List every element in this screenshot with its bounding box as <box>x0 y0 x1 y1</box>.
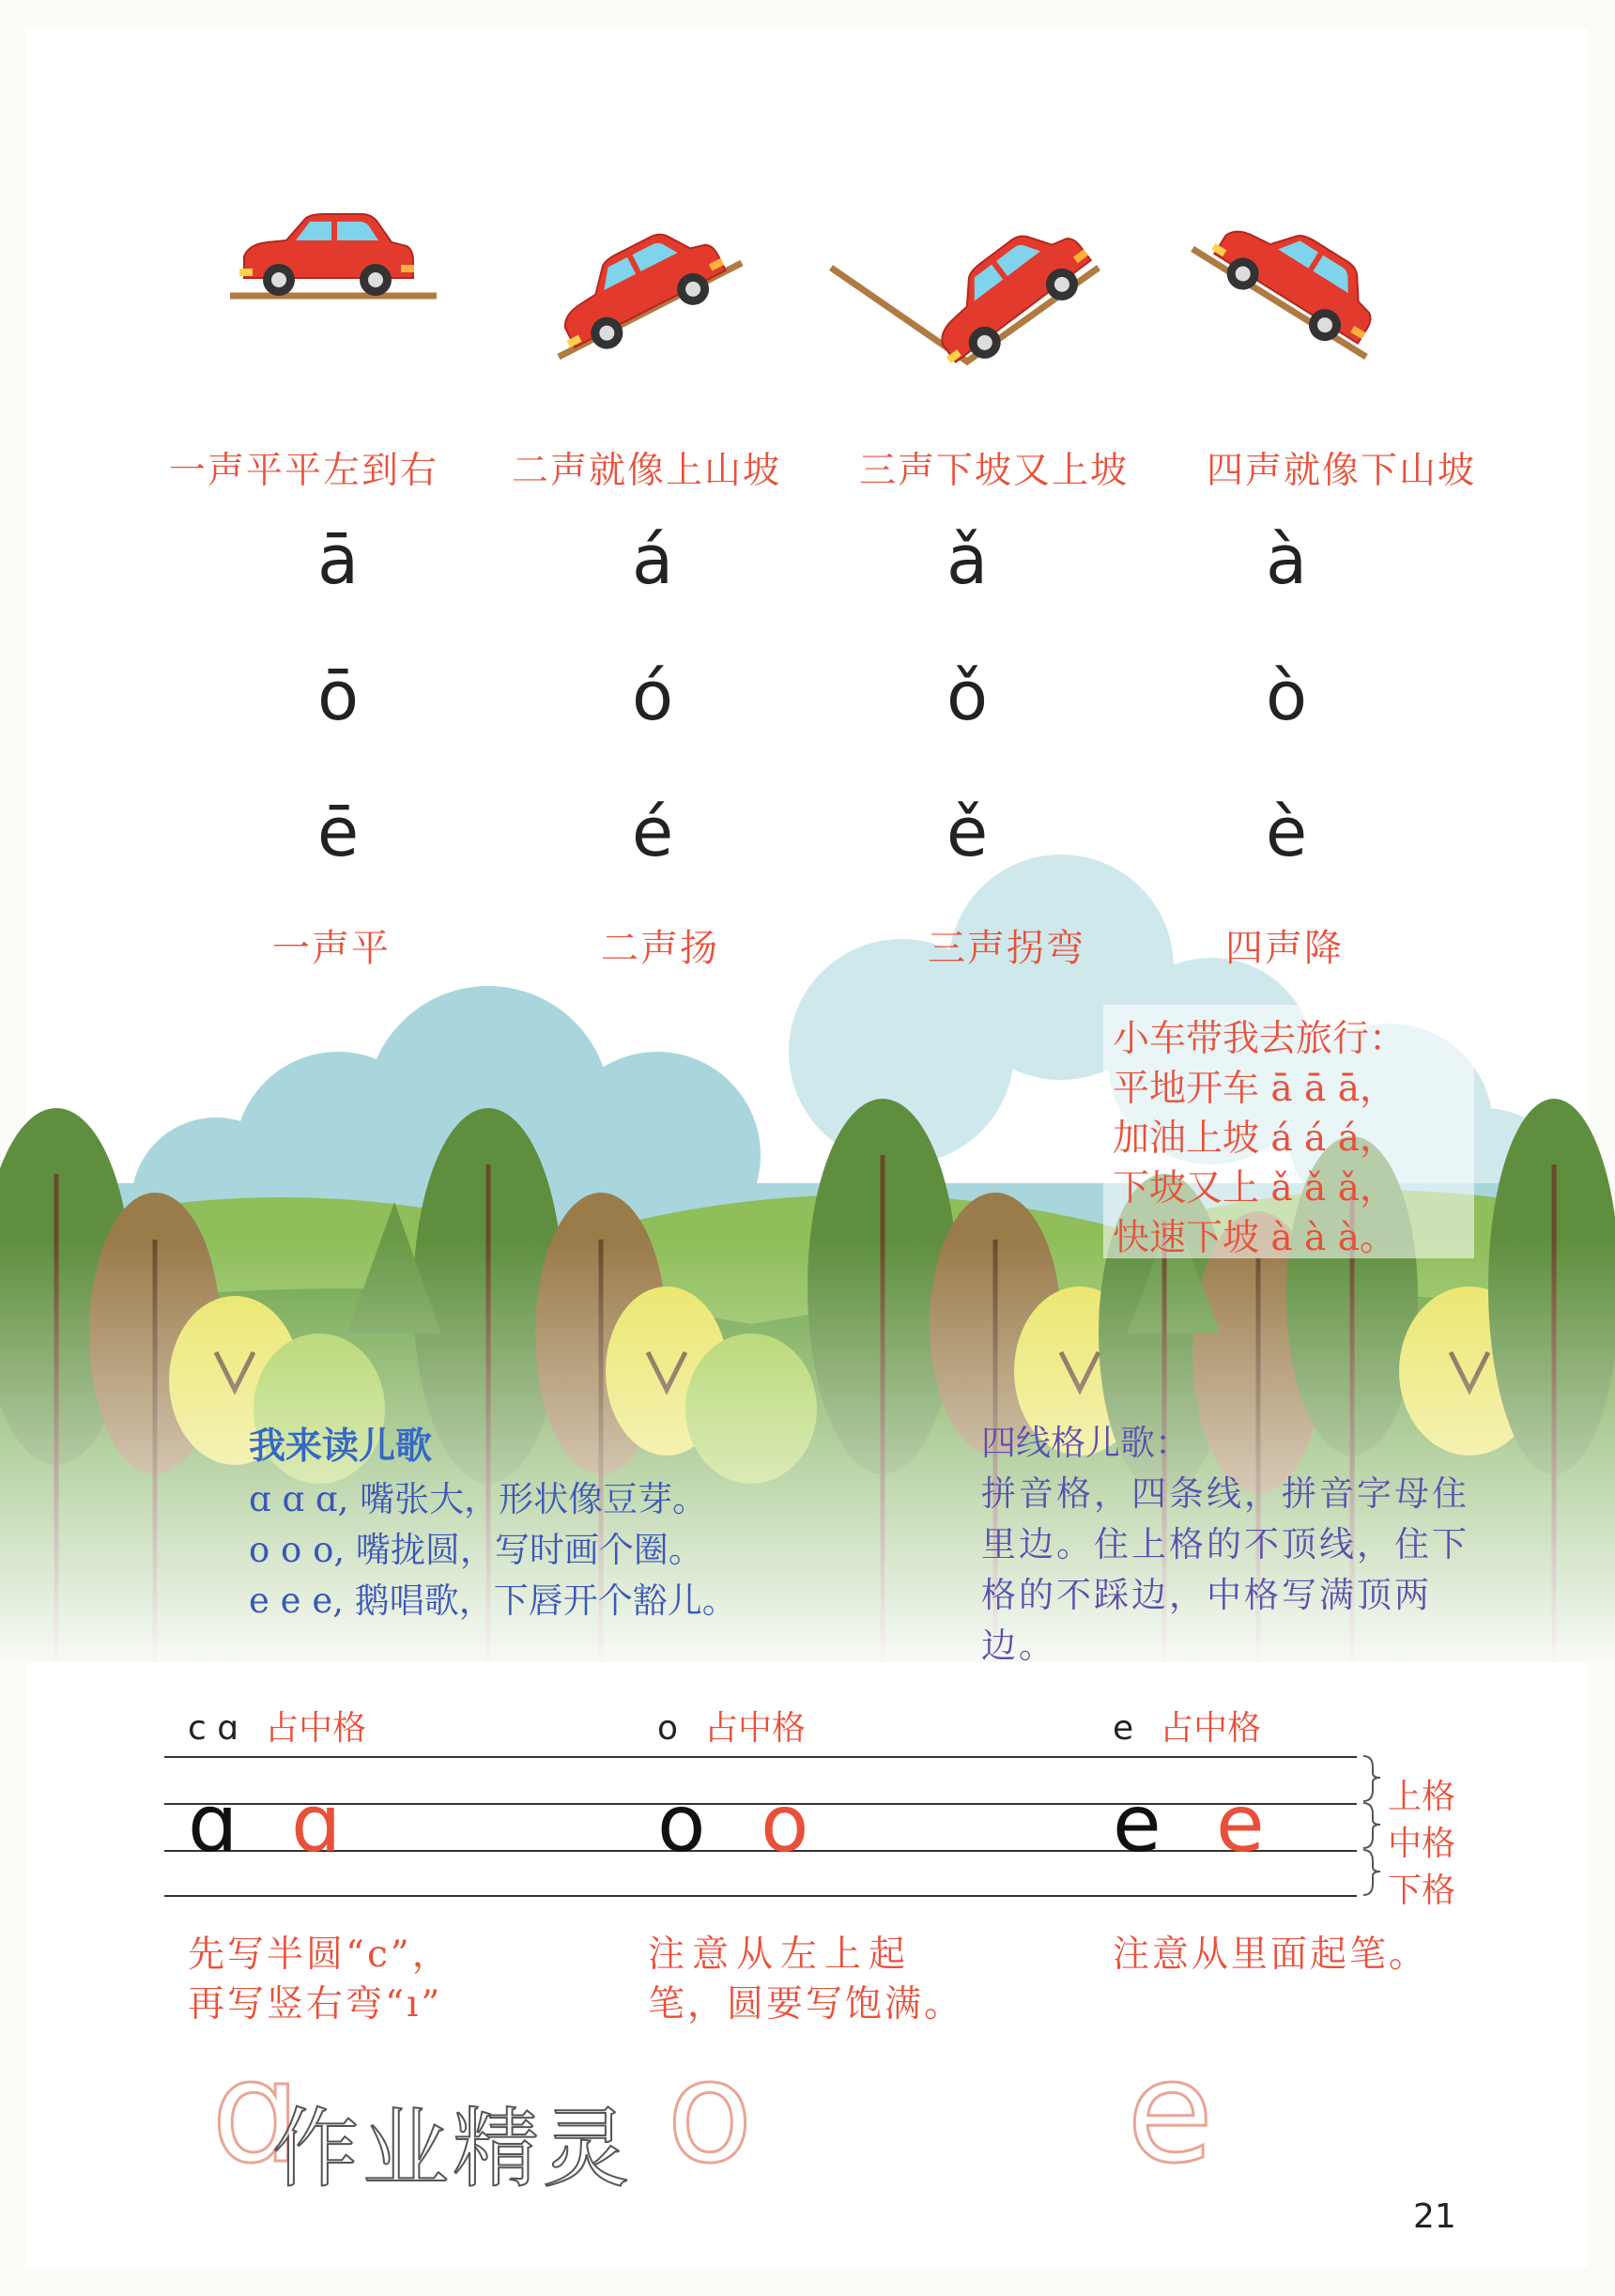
grid-rhyme-text: 拼音格，四条线，拼音字母住里边。住上格的不顶线，住下格的不踩边，中格写满顶两边。 <box>981 1473 1469 1666</box>
tone-caption-2: 二声就像上山坡 <box>512 450 782 492</box>
grid-letter-black: o <box>657 1778 706 1870</box>
read-rhyme-title: 我来读儿歌 <box>249 1425 433 1468</box>
outline-letter-o: o <box>667 2031 753 2195</box>
travel-rhyme-title: 小车带我去旅行： <box>1113 1018 1407 1060</box>
tip-o <box>648 1930 963 2029</box>
tip-line: 注意从里面起笔。 <box>1113 1934 1429 1976</box>
tone-letter: ō <box>316 656 360 735</box>
travel-rhyme-line: 快速下坡 à à à。 <box>1113 1217 1396 1259</box>
grid-letter-red: ɑ <box>291 1778 342 1870</box>
grid-label-o <box>657 1702 806 1749</box>
tone-letter: ē <box>316 793 360 871</box>
tone-cars-illustration <box>0 188 1615 394</box>
tip-a <box>188 1930 452 2029</box>
read-rhyme-line: e e e, 鹅唱歌，下唇开个豁儿。 <box>249 1580 737 1621</box>
tone-caption-4: 四声就像下山坡 <box>1207 450 1477 492</box>
tone-letter: á <box>631 520 674 599</box>
read-rhyme-line: ɑ ɑ ɑ, 嘴张大，形状像豆芽。 <box>249 1479 708 1519</box>
tone-name-3: 三声拐弯 <box>928 927 1085 970</box>
car-valley <box>914 208 1102 378</box>
read-rhyme <box>249 1418 737 1626</box>
tone-name-4: 四声降 <box>1225 927 1344 970</box>
tip-line: 再写竖右弯“ı” <box>188 1983 443 2026</box>
tone-letter: ā <box>316 520 360 599</box>
grid-letter-red: e <box>1216 1778 1265 1870</box>
outline-letter-a: ɑ <box>211 2031 301 2195</box>
tip-line: 注意从左上起 <box>648 1934 914 1976</box>
read-rhyme-line: o o o, 嘴拢圆，写时画个圈。 <box>249 1530 703 1570</box>
outline-letter-e: e <box>1127 2031 1214 2195</box>
tone-letter: ǒ <box>946 656 989 735</box>
tone-letter: ě <box>946 793 989 871</box>
grid-label-a <box>188 1702 366 1749</box>
tip-line: 先写半圆“c”， <box>188 1934 452 1976</box>
tone-letter: é <box>631 793 674 871</box>
zone-label-top: 上格 <box>1388 1778 1456 1816</box>
tone-letter: ó <box>631 656 674 735</box>
watermark-logo: 作业精灵 <box>272 2099 634 2199</box>
tip-e <box>1113 1930 1428 1980</box>
zone-label-bottom: 下格 <box>1388 1872 1456 1910</box>
zone-braces <box>1360 1754 1388 1901</box>
car-uphill <box>542 213 734 365</box>
tone-caption-1: 一声平平左到右 <box>169 450 439 492</box>
grid-label-e <box>1113 1702 1261 1749</box>
grid-letter-red: o <box>761 1778 809 1870</box>
grid-label-latin: e <box>1113 1709 1134 1748</box>
grid-rhyme <box>981 1418 1469 1672</box>
grid-label-latin: c ɑ <box>188 1709 239 1748</box>
tone-letter: ǎ <box>946 520 989 599</box>
tone-name-1: 一声平 <box>272 927 391 970</box>
travel-rhyme-line: 下坡又上 ǎ ǎ ǎ， <box>1113 1167 1396 1210</box>
travel-rhyme-line: 加油上坡 á á á， <box>1113 1117 1396 1160</box>
zone-label-middle: 中格 <box>1388 1825 1456 1863</box>
grid-letter-black: ɑ <box>188 1778 238 1870</box>
car-downhill <box>1201 197 1392 359</box>
grid-label-zone: 占中格 <box>704 1709 807 1748</box>
tone-letter: ò <box>1265 656 1308 735</box>
travel-rhyme-line: 平地开车 ā ā ā， <box>1113 1068 1396 1110</box>
grid-letter-black: e <box>1113 1778 1161 1870</box>
travel-rhyme <box>1113 1014 1406 1263</box>
tone-letter: è <box>1265 793 1308 871</box>
car-flat <box>239 214 414 296</box>
tone-name-2: 二声扬 <box>601 927 719 970</box>
page-number: 21 <box>1413 2197 1456 2236</box>
tip-line: 笔，圆要写饱满。 <box>648 1983 964 2026</box>
tone-caption-3: 三声下坡又上坡 <box>859 450 1130 492</box>
grid-label-zone: 占中格 <box>1160 1709 1262 1748</box>
grid-label-zone: 占中格 <box>265 1709 367 1748</box>
grid-rhyme-title: 四线格儿歌： <box>981 1423 1190 1463</box>
grid-label-latin: o <box>657 1709 679 1748</box>
tone-letter: à <box>1265 520 1308 599</box>
